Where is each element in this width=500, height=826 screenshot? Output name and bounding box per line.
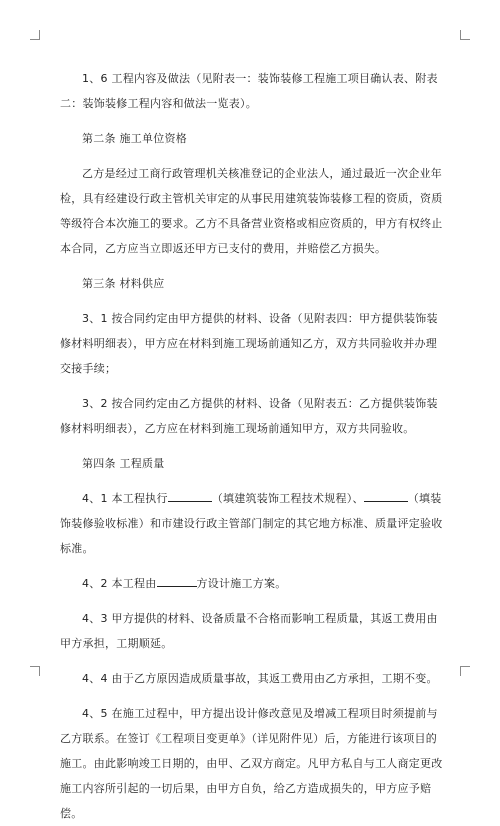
blank-field — [157, 576, 197, 587]
clause-4-2-part-b: 方设计施工方案。 — [196, 577, 287, 590]
article-2-title: 第二条 施工单位资格 — [82, 132, 187, 145]
blank-field — [168, 491, 212, 502]
crop-mark-top-right — [460, 30, 470, 40]
crop-mark-bottom-left — [30, 666, 40, 676]
clause-4-4: 4、4 由于乙方原因造成质量事故，其返工费用由乙方承担，工期不变。 — [82, 672, 438, 685]
article-4-title: 第四条 工程质量 — [82, 457, 165, 470]
crop-mark-top-left — [30, 30, 40, 40]
clause-4-1 — [60, 486, 444, 561]
article-2-paragraph: 乙方是经过工商行政管理机关核准登记的企业法人，通过最近一次企业年检，具有经建设行政主管机关审定的从事民用建筑装饰装修工程的资质，资质等级符合本次施工的要求。乙方不具备营业资格或相应资质的，甲方有权终止本合同，乙方应当立即返还甲方已支付的费用，并赔偿乙方损失。 — [60, 167, 443, 255]
crop-mark-bottom-right — [460, 666, 470, 676]
clause-4-1-part-b: （填建筑装饰工程技术规程）、 — [211, 492, 364, 505]
clause-3-1: 3、1 按合同约定由甲方提供的材料、设备（见附表四：甲方提供装饰装修材料明细表），甲方应在材料到施工现场前通知乙方，双方共同验收并办理交接手续； — [60, 312, 438, 375]
clause-1-6: 1、6 工程内容及做法（见附表一：装饰装修工程施工项目确认表、附表二：装饰装修工程内容和做法一览表）。 — [60, 72, 438, 110]
clause-4-5: 4、5 在施工过程中，甲方提出设计修改意见及增减工程项目时须提前与乙方联系。在签订《工程项目变更单》（详见附件见）后，方能进行该项目的施工。由此影响竣工日期的，由甲、乙双方商定。凡甲方私自与工人商定更改施工内容所引起的一切后果，由甲方自负，给乙方造成损失的，甲方应予赔偿。 — [60, 707, 443, 820]
clause-4-2 — [60, 571, 444, 596]
clause-4-3: 4、3 甲方提供的材料、设备质量不合格而影响工程质量，其返工费用由甲方承担，工期顺延。 — [60, 612, 438, 650]
clause-4-1-part-c: （填装饰装修验收标准）和市建设行政主管部门制定的其它地方标准、质量评定验收标准。 — [60, 492, 443, 555]
clause-4-1-part-a: 4、1 本工程执行 — [82, 492, 168, 505]
document-body — [60, 66, 444, 826]
clause-4-2-part-a: 4、2 本工程由 — [82, 577, 157, 590]
clause-3-2: 3、2 按合同约定由乙方提供的材料、设备（见附表五：乙方提供装饰装修材料明细表），乙方应在材料到施工现场前通知甲方，双方共同验收。 — [60, 397, 438, 435]
blank-field — [364, 491, 408, 502]
article-3-title: 第三条 材料供应 — [82, 277, 165, 290]
